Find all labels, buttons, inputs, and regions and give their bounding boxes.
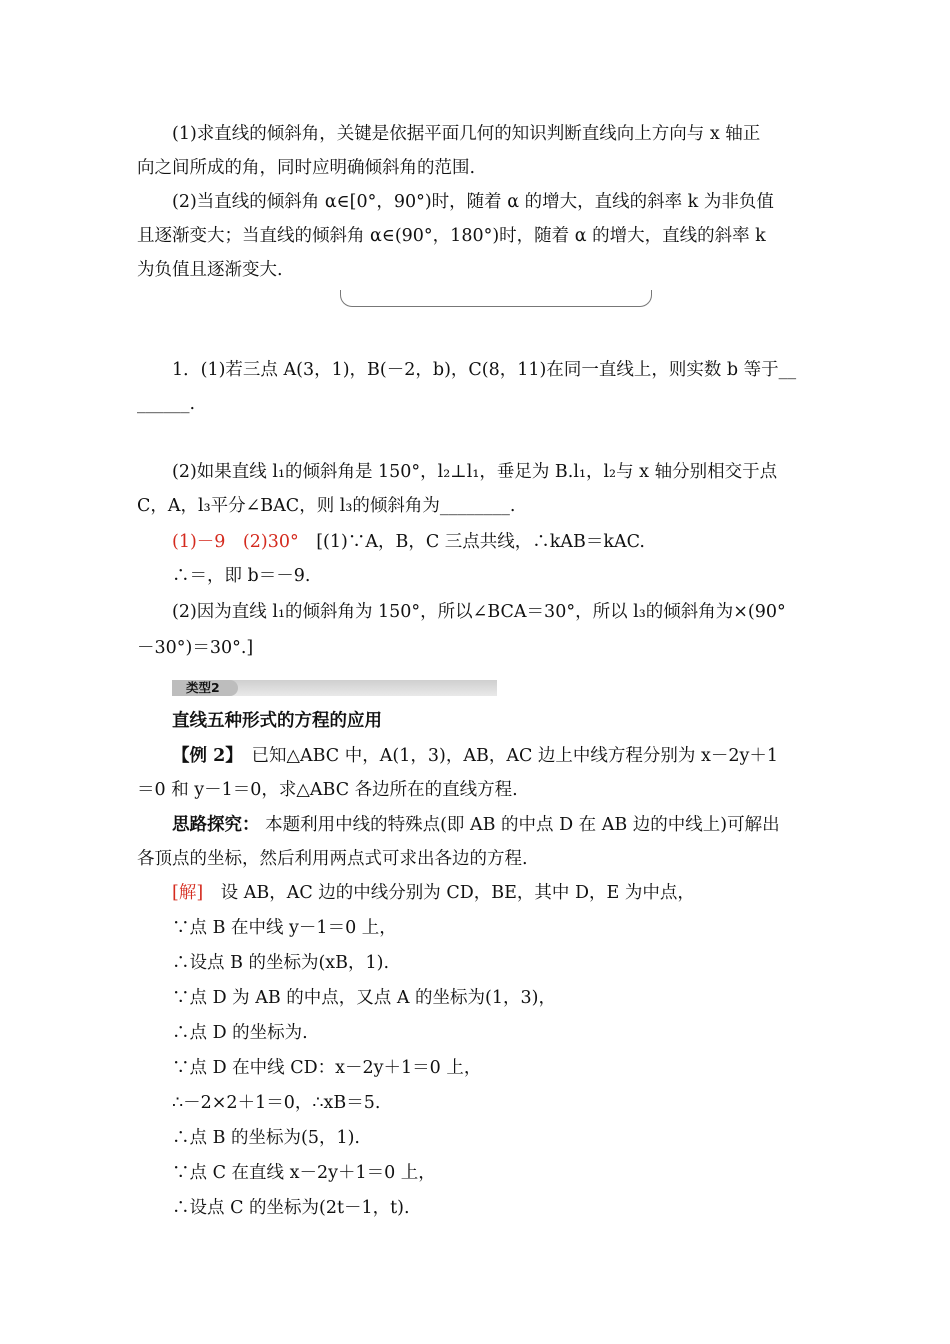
example-text: 已知△ABC 中，A(1，3)，AB，AC 边上中线方程分别为 x－2y＋1	[234, 746, 778, 766]
summary-paragraph-2-line-1: (2)当直线的倾斜角 α∈[0°，90°)时，随着 α 的增大，直线的斜率 k 为非负值	[172, 192, 774, 212]
exercise-answer: (1)－9 (2)30°	[172, 532, 299, 552]
summary-paragraph-1-line-2: 向之间所成的角，同时应明确倾斜角的范围.	[137, 158, 476, 178]
idea-line-1	[172, 812, 813, 838]
exercise-q2-line-2: C，A，l₃平分∠BAC，则 l₃的倾斜角为________.	[137, 496, 516, 516]
exercise-solution-line-2: ∴＝，即 b＝－9.	[172, 566, 311, 586]
solution-step-4: ∴点 D 的坐标为.	[172, 1023, 308, 1043]
exercise-solution-text: [(1)∵A，B，C 三点共线，∴kAB＝kAC.	[316, 532, 645, 552]
exercise-q1-line-1: 1．(1)若三点 A(3，1)，B(－2，b)，C(8，11)在同一直线上，则实数 b 等于__	[172, 360, 797, 380]
section-divider-bracket	[340, 290, 652, 307]
solution-intro: 设 AB，AC 边的中线分别为 CD，BE，其中 D，E 为中点，	[203, 883, 695, 903]
solution-step-7: ∴点 B 的坐标为(5，1).	[172, 1128, 360, 1148]
solution-step-3: ∵点 D 为 AB 的中点，又点 A 的坐标为(1，3)，	[172, 988, 556, 1008]
solution-step-1: ∵点 B 在中线 y－1＝0 上，	[172, 918, 397, 938]
summary-paragraph-2-line-2: 且逐渐变大；当直线的倾斜角 α∈(90°，180°)时，随着 α 的增大，直线的斜率 k	[137, 226, 766, 246]
example-line-2: ＝0 和 y－1＝0，求△ABC 各边所在的直线方程.	[137, 780, 518, 800]
exercise-q1-line-2: ______.	[137, 394, 196, 414]
solution-label: [解]	[172, 883, 204, 903]
solution-step-5: ∵点 D 在中线 CD：x－2y＋1＝0 上，	[172, 1058, 482, 1078]
idea-line-2: 各顶点的坐标，然后利用两点式可求出各边的方程.	[137, 849, 528, 869]
solution-step-2: ∴设点 B 的坐标为(xB，1).	[172, 953, 390, 973]
section-tag-label: 类型2	[172, 680, 238, 696]
example-label: 【例 2】	[172, 746, 235, 766]
section-title: 直线五种形式的方程的应用	[172, 711, 382, 731]
exercise-solution-line-4: －30°)＝30°.]	[137, 638, 254, 658]
summary-paragraph-1-line-1: (1)求直线的倾斜角，关键是依据平面几何的知识判断直线向上方向与 x 轴正	[172, 124, 761, 144]
section-type-tag	[172, 680, 497, 696]
exercise-solution-line-1	[172, 529, 813, 555]
solution-line-1	[172, 880, 813, 906]
exercise-solution-line-3: (2)因为直线 l₁的倾斜角为 150°，所以∠BCA＝30°，所以 l₃的倾斜角为×(90°	[172, 602, 786, 622]
solution-step-9: ∴设点 C 的坐标为(2t－1，t).	[172, 1198, 410, 1218]
example-line-1	[172, 743, 813, 769]
solution-step-6: ∴－2×2＋1＝0，∴xB＝5.	[172, 1093, 381, 1113]
idea-label: 思路探究：	[172, 815, 260, 835]
exercise-q2-line-1: (2)如果直线 l₁的倾斜角是 150°，l₂⊥l₁，垂足为 B.l₁，l₂与 x 轴分别相交于点	[172, 462, 778, 482]
idea-text: 本题利用中线的特殊点(即 AB 的中点 D 在 AB 边的中线上)可解出	[265, 815, 780, 835]
summary-paragraph-2-line-3: 为负值且逐渐变大.	[137, 260, 283, 280]
solution-step-8: ∵点 C 在直线 x－2y＋1＝0 上，	[172, 1163, 436, 1183]
